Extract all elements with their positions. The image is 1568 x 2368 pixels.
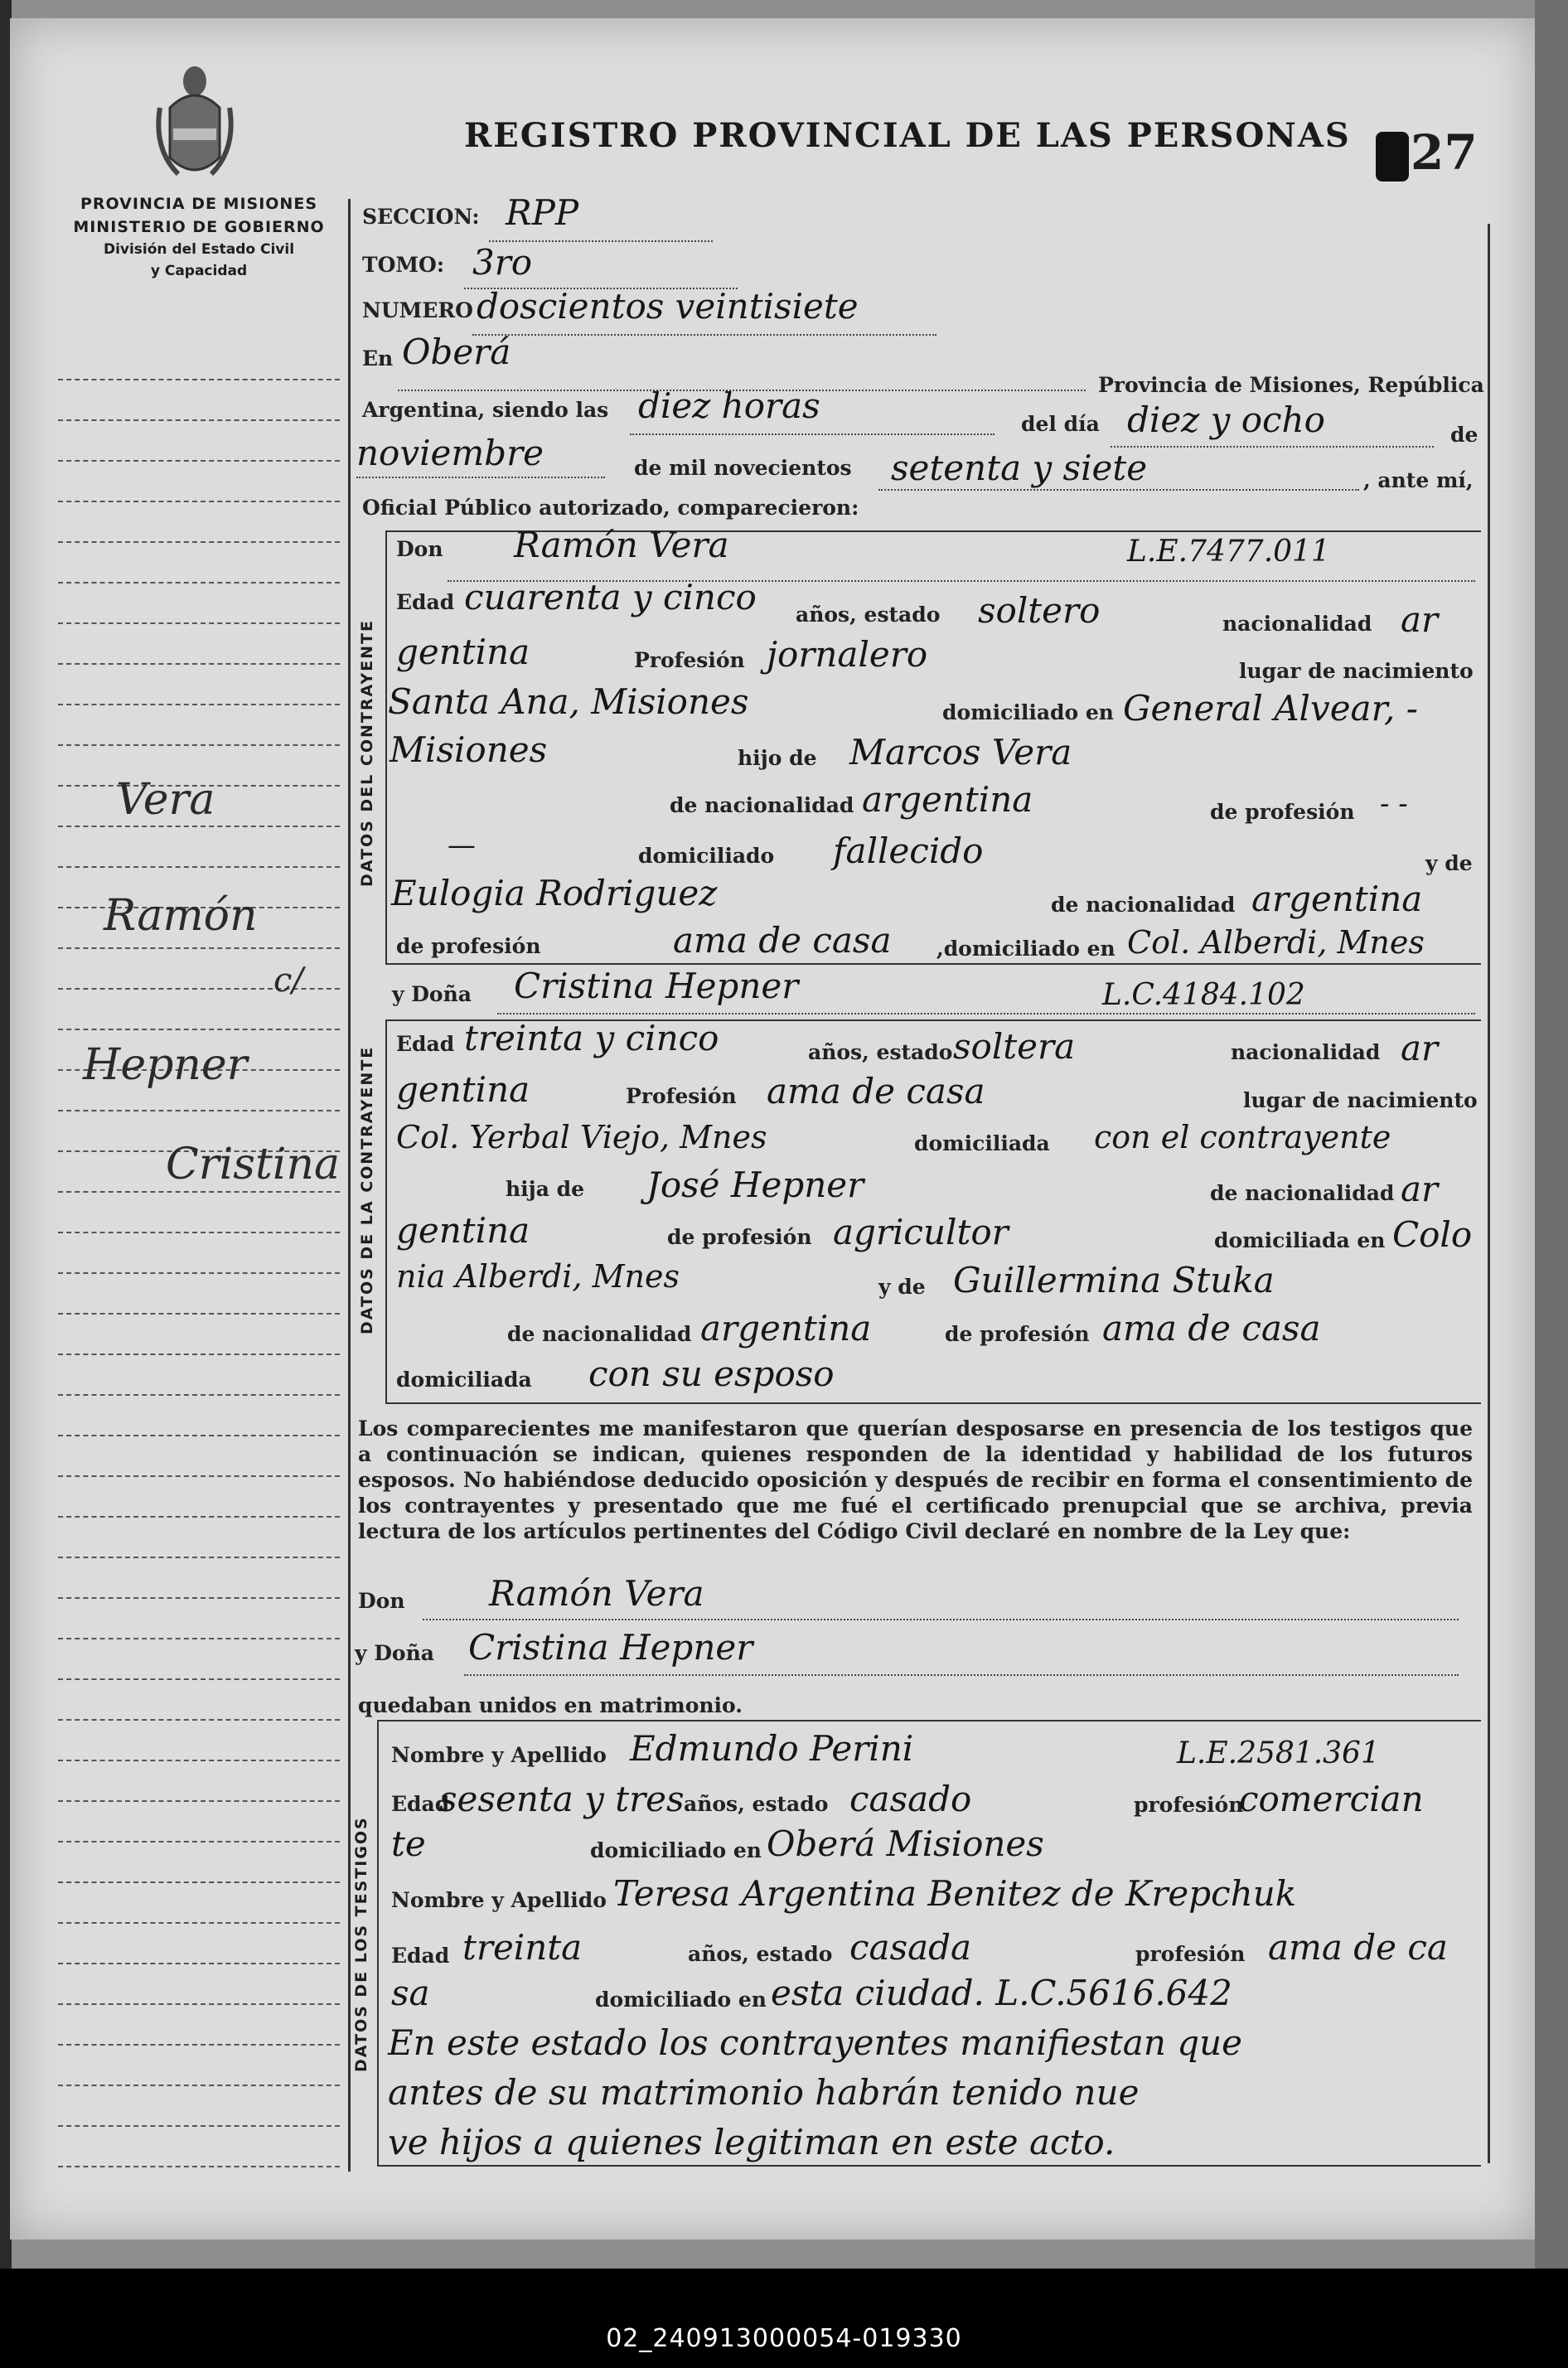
oficial-text: Oficial Público autorizado, comparecieron: xyxy=(362,496,859,520)
hija-label: hija de xyxy=(506,1177,585,1201)
nacionalidad-label: nacionalidad xyxy=(1222,612,1372,636)
padre-nac-label: de nacionalidad xyxy=(670,793,854,817)
contrayente-name: Ramón Vera xyxy=(514,525,729,565)
contrayenta-age: treinta y cinco xyxy=(464,1018,719,1058)
t2-dom-label: domiciliado en xyxy=(595,1988,767,2012)
contrayente-nacionalidad-2: gentina xyxy=(396,632,530,672)
division-name: División del Estado Civil xyxy=(103,241,295,258)
crest-icon xyxy=(153,58,236,191)
seccion-value: RPP xyxy=(506,192,579,233)
t2-nombre-label: Nombre y Apellido xyxy=(391,1888,607,1912)
padre-dash: — xyxy=(448,829,476,862)
anio-value: setenta y siete xyxy=(891,448,1148,488)
contrayenta-section-label: DATOS DE LA CONTRAYENTE xyxy=(358,1045,376,1334)
testigos-section-label: DATOS DE LOS TESTIGOS xyxy=(352,1816,370,2072)
decl-dona-label: y Doña xyxy=(355,1641,434,1665)
contrayenta-domicilio: con el contrayente xyxy=(1094,1119,1391,1155)
margin-ruled-lines xyxy=(58,340,340,2167)
de-text: de xyxy=(1450,423,1478,447)
domiciliado-label: domiciliado en xyxy=(942,700,1114,724)
y-de-label-2: y de xyxy=(878,1275,926,1299)
margin-name-2: Cristina xyxy=(166,1140,340,1189)
madre-nac-label-2: de nacionalidad xyxy=(507,1322,692,1346)
t1-documento: L.E.2581.361 xyxy=(1177,1736,1380,1770)
hijo-label: hijo de xyxy=(738,746,817,770)
domiciliada-label: domiciliada xyxy=(914,1131,1050,1155)
contrayenta-nacionalidad-2: gentina xyxy=(396,1069,530,1110)
edad-label-2: Edad xyxy=(396,1032,455,1056)
contrayente-profesion: jornalero xyxy=(767,634,928,675)
mes-value: noviembre xyxy=(356,433,544,473)
contrayenta-madre-nac: argentina xyxy=(700,1308,872,1349)
decl-don-label: Don xyxy=(358,1589,405,1613)
t2-profesion-1: ama de ca xyxy=(1268,1927,1448,1968)
dona-label: y Doña xyxy=(392,982,472,1006)
decl-dona-value: Cristina Hepner xyxy=(468,1627,753,1668)
contrayenta-padre-nac-1: ar xyxy=(1401,1169,1439,1209)
contrayenta-madre-dom: con su esposo xyxy=(588,1353,835,1394)
t2-profesion-2: sa xyxy=(391,1973,430,2013)
contrayente-estado: soltero xyxy=(978,590,1101,631)
profesion-label-2: Profesión xyxy=(626,1084,737,1108)
t1-profesion-1: comercian xyxy=(1239,1779,1424,1819)
t1-anios-label: años, estado xyxy=(684,1792,829,1816)
t1-edad-label: Edad xyxy=(391,1792,450,1816)
contrayenta-name: Cristina Hepner xyxy=(514,966,799,1006)
nota-line-2: antes de su matrimonio habrán tenido nue xyxy=(388,2072,1140,2113)
nacionalidad-label-2: nacionalidad xyxy=(1231,1040,1381,1064)
margin-surname-2: Hepner xyxy=(83,1040,248,1090)
madre-dom-label: ,domiciliado en xyxy=(936,937,1116,961)
ante-mi-text: , ante mí, xyxy=(1363,468,1474,492)
t2-nombre: Teresa Argentina Benitez de Krepchuk xyxy=(613,1873,1297,1914)
t2-profesion-label: profesión xyxy=(1135,1942,1246,1966)
scan-footer xyxy=(0,2269,1568,2368)
margin-conj: c/ xyxy=(273,961,303,1000)
padre-prof-label: de profesión xyxy=(1210,800,1355,824)
ink-blot xyxy=(1376,132,1409,182)
anios-estado-label-2: años, estado xyxy=(808,1040,953,1064)
madre-prof-label-2: de profesión xyxy=(945,1322,1090,1346)
contrayenta-madre-prof: ama de casa xyxy=(1102,1308,1321,1349)
contrayenta-padre-prof: agricultor xyxy=(833,1212,1009,1252)
contrayenta-madre: Guillermina Stuka xyxy=(953,1260,1275,1300)
madre-prof-label: de profesión xyxy=(396,934,541,958)
t1-estado: casado xyxy=(849,1779,972,1819)
dia-value: diez y ocho xyxy=(1127,400,1325,440)
seccion-label: SECCION: xyxy=(362,205,480,229)
contrayente-madre-dom: Col. Alberdi, Mnes xyxy=(1127,924,1425,961)
numero-label: NUMERO xyxy=(362,298,473,322)
madre-nac-label: de nacionalidad xyxy=(1051,893,1236,917)
t1-profesion-label: profesión xyxy=(1134,1793,1244,1817)
en-value: Oberá xyxy=(402,332,511,372)
provincia-text: Provincia de Misiones, República xyxy=(1098,373,1484,397)
form-frame-right xyxy=(1488,224,1490,2163)
numero-value: doscientos veintisiete xyxy=(477,286,859,327)
edad-label: Edad xyxy=(396,590,455,614)
t1-nombre-label: Nombre y Apellido xyxy=(391,1743,607,1767)
contrayente-padre-prof: - - xyxy=(1380,787,1408,821)
page-number-value: 27 xyxy=(1411,124,1478,181)
madre-dom-label-2: domiciliada xyxy=(396,1368,532,1392)
contrayente-madre-nac: argentina xyxy=(1251,879,1423,919)
argentina-text: Argentina, siendo las xyxy=(362,398,609,422)
t1-profesion-2: te xyxy=(391,1823,426,1864)
padre-prof-label-2: de profesión xyxy=(667,1225,812,1249)
contrayenta-padre-dom-2: nia Alberdi, Mnes xyxy=(396,1258,680,1295)
nota-line-1: En este estado los contrayentes manifiestan que xyxy=(388,2022,1243,2063)
contrayenta-estado: soltera xyxy=(953,1026,1076,1067)
contrayenta-nacionalidad-1: ar xyxy=(1401,1028,1439,1068)
profesion-label: Profesión xyxy=(634,648,745,672)
contrayenta-document: L.C.4184.102 xyxy=(1102,978,1305,1012)
contrayente-domicilio-1: General Alvear, - xyxy=(1123,688,1418,729)
t1-edad: sesenta y tres xyxy=(439,1779,685,1819)
contrayente-domicilio-2: Misiones xyxy=(390,729,548,770)
padre-dom-label-2: domiciliada en xyxy=(1214,1228,1386,1252)
decl-don-value: Ramón Vera xyxy=(489,1573,704,1614)
contrayente-section-label: DATOS DEL CONTRAYENTE xyxy=(358,619,376,887)
nota-line-3: ve hijos a quienes legitiman en este acto. xyxy=(388,2122,1116,2162)
issuing-authority xyxy=(50,192,348,282)
contrayenta-padre-nac-2: gentina xyxy=(396,1210,530,1251)
padre-nac-label-2: de nacionalidad xyxy=(1210,1181,1395,1205)
division-name-2: y Capacidad xyxy=(150,263,248,279)
contrayenta-lugar: Col. Yerbal Viejo, Mnes xyxy=(396,1119,767,1155)
declaration-paragraph: Los comparecientes me manifestaron que querían desposarse en presencia de los testigos que a continuación se indican, quienes responden de la identidad y habilidad de los futuros esposos. No habiéndose deducido oposición y después de recibir en forma el consentimiento de los contrayentes y presentado que me fué el certificado prenupcial que se archiva, previa lectura de los artículos pertinentes del Código Civil declaré en nombre de la Ley que: xyxy=(358,1416,1473,1543)
t2-edad-label: Edad xyxy=(391,1944,450,1968)
horas-value: diez horas xyxy=(638,385,820,426)
contrayenta-padre: José Hepner xyxy=(646,1165,864,1205)
t2-domicilio: esta ciudad. L.C.5616.642 xyxy=(771,1973,1232,2013)
margin-surname: Vera xyxy=(116,775,215,825)
ministry-name: MINISTERIO DE GOBIERNO xyxy=(73,218,325,236)
y-de-label: y de xyxy=(1425,851,1473,875)
contrayente-lugar: Santa Ana, Misiones xyxy=(388,681,749,722)
anios-estado-label: años, estado xyxy=(796,603,941,627)
contrayente-padre: Marcos Vera xyxy=(849,732,1072,772)
contrayente-madre: Eulogia Rodriguez xyxy=(391,873,718,913)
contrayente-padre-nac: argentina xyxy=(862,779,1033,820)
padre-dom-label: domiciliado xyxy=(638,844,775,868)
t2-estado: casada xyxy=(849,1927,972,1968)
t2-anios-label: años, estado xyxy=(688,1942,833,1966)
don-label: Don xyxy=(396,537,443,561)
book-edge xyxy=(1535,0,1568,2368)
contrayente-madre-prof: ama de casa xyxy=(673,920,892,961)
en-label: En xyxy=(362,346,394,370)
contrayente-nacionalidad-1: ar xyxy=(1401,599,1439,640)
document-title: REGISTRO PROVINCIAL DE LAS PERSONAS xyxy=(464,116,1351,155)
province-name: PROVINCIA DE MISIONES xyxy=(80,195,318,213)
contrayenta-profesion: ama de casa xyxy=(767,1071,985,1111)
contrayente-age: cuarenta y cinco xyxy=(464,577,757,617)
tomo-label: TOMO: xyxy=(362,253,445,277)
margin-name: Ramón xyxy=(104,891,258,941)
image-id-label: 02_240913000054-019330 xyxy=(606,2324,962,2353)
lugar-label-2: lugar de nacimiento xyxy=(1243,1088,1478,1112)
t2-edad: treinta xyxy=(462,1927,583,1968)
de-mil-text: de mil novecientos xyxy=(634,456,852,480)
t1-domicilio: Oberá Misiones xyxy=(767,1823,1044,1864)
t1-dom-label: domiciliado en xyxy=(590,1838,762,1862)
tomo-value: 3ro xyxy=(472,242,533,283)
del-dia-text: del día xyxy=(1021,412,1100,436)
lugar-label: lugar de nacimiento xyxy=(1239,659,1474,683)
page-number xyxy=(1376,124,1478,182)
contrayenta-padre-dom-1: Colo xyxy=(1392,1214,1473,1255)
t1-nombre: Edmundo Perini xyxy=(630,1728,914,1769)
contrayente-padre-dom: fallecido xyxy=(833,830,984,871)
quedaban-text: quedaban unidos en matrimonio. xyxy=(358,1693,743,1717)
contrayente-document: L.E.7477.011 xyxy=(1127,535,1330,569)
